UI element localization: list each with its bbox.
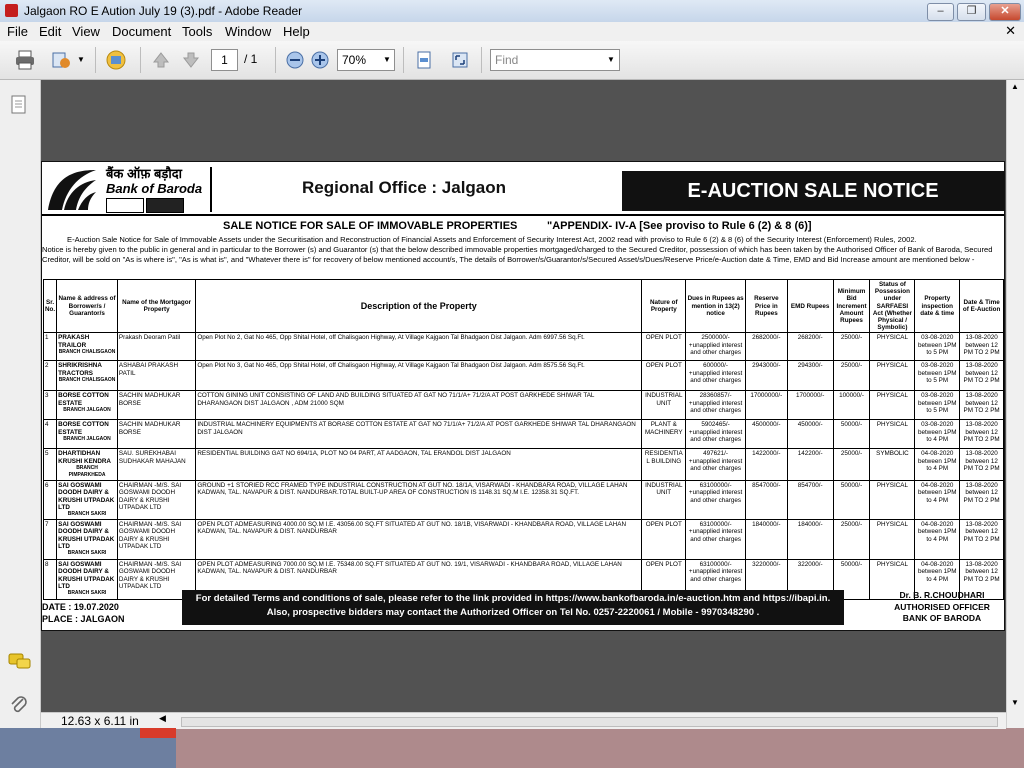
document-canvas[interactable]	[41, 80, 1006, 712]
cell-sr: 7	[44, 520, 57, 560]
borrower-name: DHARTIDHAN KRUSHI KENDRA	[58, 450, 111, 465]
cell-sr: 5	[44, 449, 57, 481]
col-description: Description of the Property	[196, 280, 642, 333]
taskbar-app-button[interactable]	[140, 728, 176, 738]
table-header-row	[44, 280, 1004, 333]
notice-paragraph	[42, 235, 1000, 265]
col-borrower: Name & address of Borrower/s / Guarantor/s	[57, 280, 118, 333]
zoom-in-icon[interactable]	[309, 49, 331, 71]
terms-banner	[182, 590, 844, 625]
bank-name-english: Bank of Baroda	[106, 181, 203, 196]
navigation-pane	[0, 80, 41, 728]
branch-name: BRANCH PIMPARKHEDA	[68, 464, 106, 479]
cell-nature: OPEN PLOT	[642, 333, 686, 361]
branch-name: BRANCH CHALISGAON	[58, 348, 116, 355]
cell-dues: 63100000/- +unapplied interest and other charges	[686, 520, 746, 560]
table-row	[44, 361, 1004, 391]
zoom-level-select[interactable]: 70%	[337, 49, 395, 71]
cell-auction: 13-08-2020 between 12 PM TO 2 PM	[960, 449, 1004, 481]
borrower-name: SHRIKRISHNA TRACTORS	[58, 362, 102, 377]
cell-description: Open Plot No 3, Gat No 465, Opp Shital Hotel, off Chalisgaon Highway, At Village Kajgaon Tal Bhadgaon Dist Jalgaon. Adm 8575.56 Sq.Ft.	[196, 361, 642, 391]
cell-borrower	[57, 520, 118, 560]
cell-sr: 8	[44, 560, 57, 600]
cell-emd: 322000/-	[787, 560, 833, 600]
cell-min-bid: 25000/-	[833, 333, 870, 361]
cell-reserve: 1840000/-	[745, 520, 787, 560]
scroll-down-icon[interactable]: ▼	[1011, 698, 1019, 707]
cell-dues: 5902465/- +unapplied interest and other charges	[686, 420, 746, 449]
cell-dues: 600000/- +unapplied interest and other charges	[686, 361, 746, 391]
find-input[interactable]: Find	[490, 49, 620, 71]
menu-tools[interactable]: Tools	[182, 24, 213, 39]
vijaya-bank-badge-icon	[106, 198, 144, 213]
comments-panel-icon[interactable]	[8, 652, 32, 672]
cell-sr: 3	[44, 391, 57, 420]
cell-emd: 268200/-	[787, 333, 833, 361]
notice-date: DATE : 19.07.2020	[42, 602, 119, 612]
title-bar	[0, 0, 1024, 23]
cell-reserve: 4500000/-	[745, 420, 787, 449]
header-divider	[210, 167, 212, 212]
notice-place: PLACE : JALGAON	[42, 614, 125, 624]
cell-nature: OPEN PLOT	[642, 361, 686, 391]
cell-borrower	[57, 391, 118, 420]
cell-status: PHYSICAL	[870, 560, 915, 600]
find-dropdown-icon[interactable]: ▼	[607, 55, 615, 64]
regional-office-title: Regional Office : Jalgaon	[302, 178, 507, 197]
cell-auction: 13-08-2020 between 12 PM TO 2 PM	[960, 560, 1004, 600]
branch-name: BRANCH JALGAON	[63, 406, 111, 413]
cell-description: Open Plot No 2, Gat No 465, Opp Shital Hotel, off Chalisgaon Highway, At Village Kajgaon Tal Bhadgaon Dist Jalgaon. Adm 6997.56 Sq.Ft.	[196, 333, 642, 361]
branch-name: BRANCH SAKRI	[67, 511, 107, 518]
appendix-reference: "APPENDIX- IV-A [See proviso to Rule 6 (2) & 8 (6)]	[547, 220, 812, 232]
cell-min-bid: 50000/-	[833, 481, 870, 520]
bank-of-baroda-logo-icon	[44, 166, 100, 214]
scroll-left-icon[interactable]: ◀	[159, 713, 166, 723]
cell-mortgagor: CHAIRMAN -M/S. SAI GOSWAMI DOODH DAIRY & KRUSHI UTPADAK LTD	[117, 520, 195, 560]
cell-mortgagor: CHAIRMAN -M/S. SAI GOSWAMI DOODH DAIRY & KRUSHI UTPADAK LTD	[117, 560, 195, 600]
pdf-page	[41, 161, 1005, 631]
branch-name: BRANCH CHALISGAON	[58, 376, 116, 383]
col-min-bid: Minimum Bid Increment Amount Rupees	[833, 280, 870, 333]
menu-bar	[0, 22, 1024, 41]
cell-borrower	[57, 560, 118, 600]
table-row	[44, 520, 1004, 560]
zoom-dropdown-icon[interactable]: ▼	[383, 55, 391, 64]
cell-dues: 497621/- +unapplied interest and other charges	[686, 449, 746, 481]
col-auction: Date & Time of E-Auction	[960, 280, 1004, 333]
pages-panel-icon[interactable]	[9, 94, 29, 116]
cell-dues: 2500000/- +unapplied interest and other charges	[686, 333, 746, 361]
cell-borrower	[57, 481, 118, 520]
cell-description: OPEN PLOT ADMEASURING 4000.00 SQ.M I.E. 43056.00 SQ.FT SITUATED AT GUT NO. 18/1B, VISARWADI - KHANDBARA ROAD, VILLAGE LAHAN KADWAN, TAL. NAVAPUR & DIST. NANDURBAR	[196, 520, 642, 560]
close-document-icon[interactable]: ✕	[1005, 23, 1016, 38]
sale-notice-title: SALE NOTICE FOR SALE OF IMMOVABLE PROPERTIES	[223, 220, 518, 232]
cell-inspection: 03-08-2020 between 1PM to 5 PM	[915, 361, 960, 391]
toolbar	[0, 41, 1024, 80]
cell-mortgagor: SACHIN MADHUKAR BORSE	[117, 391, 195, 420]
cell-auction: 13-08-2020 between 12 PM TO 2 PM	[960, 520, 1004, 560]
full-screen-icon[interactable]	[449, 49, 471, 71]
cell-emd: 184000/-	[787, 520, 833, 560]
col-mortgagor: Name of the Mortgagor Property	[117, 280, 195, 333]
notice-intro: E-Auction Sale Notice for Sale of Immovable Assets under the Securitisation and Reconstruction of Financial Assets and Enforcement of Security Interest Act, 2002 read with proviso to Rule 6 (2) & 8 (6) of the Security Interest (Enforcement) Rules, 2002.	[67, 235, 917, 244]
auction-properties-table	[43, 279, 1004, 600]
table-row	[44, 481, 1004, 520]
col-reserve: Reserve Price in Rupees	[745, 280, 787, 333]
cell-sr: 6	[44, 481, 57, 520]
cell-status: PHYSICAL	[870, 333, 915, 361]
cell-mortgagor: ASHABAI PRAKASH PATIL	[117, 361, 195, 391]
borrower-name: SAI GOSWAMI DOODH DAIRY & KRUSHI UTPADAK LTD	[58, 521, 115, 550]
header-rule	[42, 214, 1004, 216]
cell-reserve: 2943000/-	[745, 361, 787, 391]
cell-reserve: 1422000/-	[745, 449, 787, 481]
cell-auction: 13-08-2020 between 12 PM TO 2 PM	[960, 333, 1004, 361]
cell-emd: 450000/-	[787, 420, 833, 449]
cell-min-bid: 25000/-	[833, 361, 870, 391]
eauction-notice-banner: E-AUCTION SALE NOTICE	[622, 171, 1004, 211]
cell-mortgagor: SACHIN MADHUKAR BORSE	[117, 420, 195, 449]
signature-block	[882, 590, 1002, 625]
cell-status: PHYSICAL	[870, 391, 915, 420]
terms-line: For detailed Terms and conditions of sale, please refer to the link provided in https://www.bankofbaroda.in/e-auction.htm and https://ibapi.in.	[195, 593, 831, 604]
signatory-name: Dr. B. R.CHOUDHARI	[899, 590, 985, 600]
page-size-readout: 12.63 x 6.11 in	[61, 714, 139, 728]
cell-sr: 2	[44, 361, 57, 391]
col-status: Status of Possession under SARFAESI Act (Whether Physical / Symbolic)	[870, 280, 915, 333]
status-bar	[41, 712, 1006, 729]
borrower-name: BORSE COTTON ESTATE	[58, 392, 109, 407]
cell-auction: 13-08-2020 between 12 PM TO 2 PM	[960, 481, 1004, 520]
cell-dues: 28360857/- +unapplied interest and other charges	[686, 391, 746, 420]
share-dropdown-icon[interactable]: ▼	[77, 55, 85, 64]
page-total: / 1	[244, 52, 258, 66]
cell-emd: 142200/-	[787, 449, 833, 481]
signatory-bank: BANK OF BARODA	[902, 613, 982, 623]
table-row	[44, 333, 1004, 361]
cell-auction: 13-08-2020 between 12 PM TO 2 PM	[960, 361, 1004, 391]
cell-status: PHYSICAL	[870, 420, 915, 449]
toolbar-separator	[95, 47, 96, 73]
close-button[interactable]: ✕	[989, 3, 1021, 21]
menu-window[interactable]: Window	[225, 24, 272, 39]
scroll-up-icon[interactable]: ▲	[1011, 82, 1019, 91]
col-sr: Sr. No.	[44, 280, 57, 333]
cell-nature: OPEN PLOT	[642, 560, 686, 600]
signatory-title: AUTHORISED OFFICER	[894, 601, 990, 612]
cell-nature: RESIDENTIAL BUILDING	[642, 449, 686, 481]
col-emd: EMD Rupees	[787, 280, 833, 333]
borrower-name: BORSE COTTON ESTATE	[58, 421, 109, 436]
menu-view[interactable]: View	[72, 24, 100, 39]
cell-nature: INDUSTRIAL UNIT	[642, 391, 686, 420]
menu-help[interactable]: Help	[283, 24, 310, 39]
minimize-button[interactable]: –	[927, 3, 954, 21]
cell-min-bid: 25000/-	[833, 520, 870, 560]
cell-inspection: 04-08-2020 between 1PM to 4 PM	[915, 449, 960, 481]
zoom-out-icon[interactable]	[284, 49, 306, 71]
cell-inspection: 03-08-2020 between 1PM to 5 PM	[915, 391, 960, 420]
branch-name: BRANCH SAKRI	[67, 590, 107, 597]
borrower-name: PRAKASH TRAILOR	[58, 334, 90, 349]
cell-inspection: 04-08-2020 between 1PM to 4 PM	[915, 481, 960, 520]
cell-min-bid: 100000/-	[833, 391, 870, 420]
cell-emd: 294300/-	[787, 361, 833, 391]
cell-inspection: 04-08-2020 between 1PM to 4 PM	[915, 560, 960, 600]
cell-mortgagor: SAU. SUREKHABAI SUDHAKAR MAHAJAN	[117, 449, 195, 481]
cell-inspection: 03-08-2020 between 1PM to 5 PM	[915, 333, 960, 361]
cell-description: GROUND +1 STORIED RCC FRAMED TYPE INDUSTRIAL CONSTRUCTION AT GUT NO. 18/1A, VISARWADI - KHANDBARA ROAD, VILLAGE LAHAN KADWAN, TAL. NAVAPUR & DIST. NANDURBAR.TOTAL BUILT-UP AREA OF CONSTRUCTION IS 1148.31 SQ.M I.E. 12358.31 SQ.FT.	[196, 481, 642, 520]
print-icon[interactable]	[14, 49, 36, 71]
menu-file[interactable]: File	[7, 24, 28, 39]
cell-borrower	[57, 333, 118, 361]
table-row	[44, 449, 1004, 481]
cell-status: PHYSICAL	[870, 481, 915, 520]
col-inspection: Property inspection date & time	[915, 280, 960, 333]
vertical-scrollbar[interactable]	[1006, 80, 1024, 728]
previous-page-icon[interactable]	[150, 49, 172, 71]
cell-reserve: 2682000/-	[745, 333, 787, 361]
cell-status: SYMBOLIC	[870, 449, 915, 481]
menu-document[interactable]: Document	[112, 24, 172, 39]
cell-inspection: 03-08-2020 between 1PM to 4 PM	[915, 420, 960, 449]
bank-name-hindi: बैंक ऑफ़ बड़ौदा	[106, 166, 182, 181]
collaborate-icon[interactable]	[105, 49, 127, 71]
cell-inspection: 04-08-2020 between 1PM to 4 PM	[915, 520, 960, 560]
cell-sr: 1	[44, 333, 57, 361]
next-page-icon[interactable]	[180, 49, 202, 71]
toolbar-separator	[140, 47, 141, 73]
attachments-panel-icon[interactable]	[9, 694, 29, 716]
cell-dues: 63100000/- +unapplied interest and other charges	[686, 481, 746, 520]
table-row	[44, 391, 1004, 420]
cell-status: PHYSICAL	[870, 520, 915, 560]
cell-reserve: 17000000/-	[745, 391, 787, 420]
cell-dues: 63100000/- +unapplied interest and other charges	[686, 560, 746, 600]
cell-description: COTTON GINING UNIT CONSISTING OF LAND AND BUILDING SITUATED AT GAT NO 71/1/A+ 71/2/A AT POST GARKHEDE SHIWAR TAL DHARANGAON DIST JALGAON , ADM 21000 SQM	[196, 391, 642, 420]
cell-status: PHYSICAL	[870, 361, 915, 391]
adobe-reader-icon	[5, 4, 18, 17]
notice-body: Notice is hereby given to the public in general and in particular to the Borrower (s) and Guarantor (s) that the below described immovable properties mortgaged/charged to the Secured Creditor, possession of which has been taken by the Authorised Officer of Bank of Baroda, Secured Creditor, will be sold on "As is where is", "As is what is", and "Whatever there is" for recovery of below mentioned account/s, The details of Borrower/s/Guarantor/s/Secured Asset/s/Dues/Reserve Price/e-Auction date & Time, EMD and Bid Increase amount are mentioned below -	[42, 245, 993, 264]
branch-name: BRANCH JALGAON	[63, 435, 111, 442]
col-nature: Nature of Property	[642, 280, 686, 333]
cell-sr: 4	[44, 420, 57, 449]
cell-reserve: 8547000/-	[745, 481, 787, 520]
cell-nature: INDUSTRIAL UNIT	[642, 481, 686, 520]
branch-name: BRANCH SAKRI	[67, 550, 107, 557]
cell-borrower	[57, 449, 118, 481]
toolbar-separator	[275, 47, 276, 73]
cell-reserve: 3220000/-	[745, 560, 787, 600]
cell-description: OPEN PLOT ADMEASURING 7000.00 SQ.M I.E. 75348.00 SQ.FT SITUATED AT GUT NO. 19/1, VISARWADI - KHANDBARA ROAD, VILLAGE LAHAN KADWAN, TAL. NAVAPUR & DIST. NANDURBAR	[196, 560, 642, 600]
cell-description: INDUSTRIAL MACHINERY EQUIPMENTS AT BORASE COTTON ESTATE AT GAT NO 71/1/A+ 71/2/A AT POST GARKHEDE SHIWAR TAL DHARANGAON DIST JALGAON	[196, 420, 642, 449]
contact-line: Also, prospective bidders may contact the Authorized Officer on Tel No. 0257-2220061 / Mobile - 9970348290 .	[266, 607, 760, 618]
cell-emd: 854700/-	[787, 481, 833, 520]
borrower-name: SAI GOSWAMI DOODH DAIRY & KRUSHI UTPADAK LTD	[58, 561, 115, 590]
dena-bank-badge-icon	[146, 198, 184, 213]
cell-description: RESIDENTIAL BUILDING GAT NO 694/1A, PLOT NO 04 PART, AT AADGAON, TAL ERANDOL DIST JALGAON	[196, 449, 642, 481]
window-title: Jalgaon RO E Aution July 19 (3).pdf - Adobe Reader	[24, 4, 303, 18]
share-icon[interactable]	[50, 49, 72, 71]
cell-auction: 13-08-2020 between 12 PM TO 2 PM	[960, 391, 1004, 420]
cell-min-bid: 25000/-	[833, 449, 870, 481]
page-number-input[interactable]: 1	[211, 49, 238, 71]
horizontal-scrollbar[interactable]	[181, 717, 998, 727]
cell-emd: 1700000/-	[787, 391, 833, 420]
cell-auction: 13-08-2020 between 12 PM TO 2 PM	[960, 420, 1004, 449]
toolbar-separator	[481, 47, 482, 73]
notice-date-place	[42, 601, 125, 625]
table-row	[44, 420, 1004, 449]
menu-edit[interactable]: Edit	[39, 24, 62, 39]
cell-mortgagor: Prakash Deoram Patil	[117, 333, 195, 361]
cell-borrower	[57, 361, 118, 391]
col-dues: Dues in Rupees as mention in 13(2) notice	[686, 280, 746, 333]
cell-mortgagor: CHAIRMAN -M/S. SAI GOSWAMI DOODH DAIRY & KRUSHI UTPADAK LTD	[117, 481, 195, 520]
cell-borrower	[57, 420, 118, 449]
maximize-button[interactable]: ❐	[957, 3, 986, 21]
cell-min-bid: 50000/-	[833, 420, 870, 449]
toolbar-separator	[403, 47, 404, 73]
fit-page-icon[interactable]	[413, 49, 435, 71]
cell-nature: OPEN PLOT	[642, 520, 686, 560]
borrower-name: SAI GOSWAMI DOODH DAIRY & KRUSHI UTPADAK LTD	[58, 482, 115, 511]
cell-nature: PLANT & MACHINERY	[642, 420, 686, 449]
cell-min-bid: 50000/-	[833, 560, 870, 600]
